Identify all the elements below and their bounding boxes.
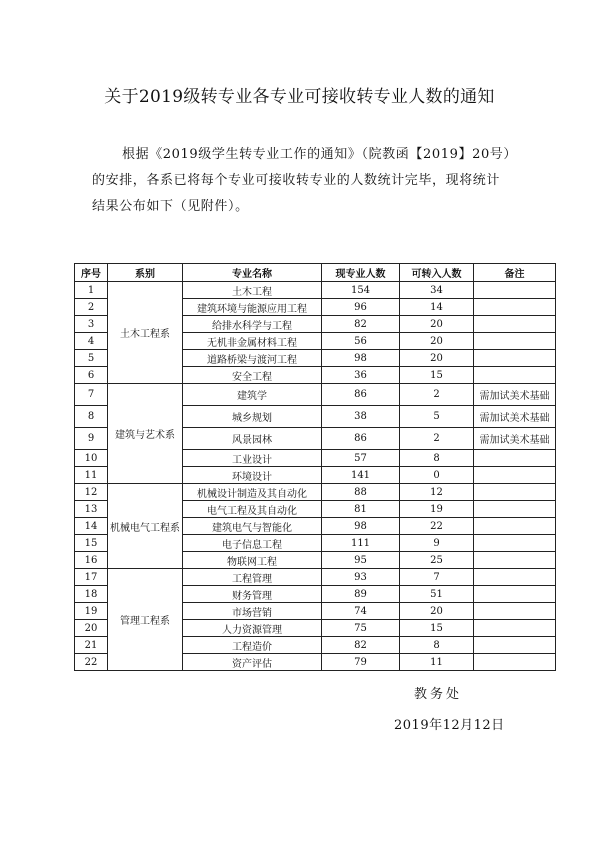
accept-count: 11 — [400, 654, 474, 671]
table-row — [75, 282, 556, 299]
accept-count: 19 — [400, 501, 474, 518]
department-cell: 建筑与艺术系 — [108, 384, 183, 484]
major-name: 环境设计 — [183, 467, 322, 484]
current-count: 57 — [322, 450, 400, 467]
header-accept-count: 可转入人数 — [400, 264, 474, 282]
note-cell — [474, 586, 556, 603]
row-number: 1 — [75, 282, 108, 299]
department-cell: 土木工程系 — [108, 282, 183, 384]
current-count: 98 — [322, 518, 400, 535]
current-count: 96 — [322, 299, 400, 316]
current-count: 79 — [322, 654, 400, 671]
note-cell — [474, 518, 556, 535]
note-cell — [474, 467, 556, 484]
current-count: 154 — [322, 282, 400, 299]
row-number: 3 — [75, 316, 108, 333]
accept-count: 2 — [400, 428, 474, 450]
accept-count: 9 — [400, 535, 474, 552]
note-cell — [474, 535, 556, 552]
current-count: 82 — [322, 316, 400, 333]
major-name: 道路桥梁与渡河工程 — [183, 350, 322, 367]
current-count: 141 — [322, 467, 400, 484]
major-name: 机械设计制造及其自动化 — [183, 484, 322, 501]
row-number: 5 — [75, 350, 108, 367]
accept-count: 20 — [400, 333, 474, 350]
header-note: 备注 — [474, 264, 556, 282]
current-count: 56 — [322, 333, 400, 350]
note-cell — [474, 569, 556, 586]
major-name: 市场营销 — [183, 603, 322, 620]
accept-count: 22 — [400, 518, 474, 535]
current-count: 86 — [322, 384, 400, 406]
body-paragraph-line-1: 根据《2019级学生转专业工作的通知》（院教函【2019】20号） — [122, 147, 518, 162]
current-count: 36 — [322, 367, 400, 384]
note-cell — [474, 299, 556, 316]
accept-count: 51 — [400, 586, 474, 603]
note-cell: 需加试美术基础 — [474, 406, 556, 428]
current-count: 82 — [322, 637, 400, 654]
header-department: 系别 — [108, 264, 183, 282]
header-major: 专业名称 — [183, 264, 322, 282]
major-name: 风景园林 — [183, 428, 322, 450]
current-count: 93 — [322, 569, 400, 586]
major-name: 建筑学 — [183, 384, 322, 406]
row-number: 12 — [75, 484, 108, 501]
major-name: 人力资源管理 — [183, 620, 322, 637]
row-number: 22 — [75, 654, 108, 671]
row-number: 13 — [75, 501, 108, 518]
table-header-row — [75, 264, 556, 282]
major-name: 电气工程及其自动化 — [183, 501, 322, 518]
body-paragraph-line-2: 的安排，各系已将每个专业可接收转专业的人数统计完毕，现将统计 — [92, 173, 501, 188]
note-cell — [474, 350, 556, 367]
accept-count: 12 — [400, 484, 474, 501]
accept-count: 8 — [400, 637, 474, 654]
note-cell — [474, 603, 556, 620]
note-cell — [474, 637, 556, 654]
header-number: 序号 — [75, 264, 108, 282]
current-count: 88 — [322, 484, 400, 501]
major-name: 工程造价 — [183, 637, 322, 654]
current-count: 89 — [322, 586, 400, 603]
header-current-count: 现专业人数 — [322, 264, 400, 282]
major-name: 物联网工程 — [183, 552, 322, 569]
note-cell — [474, 282, 556, 299]
row-number: 9 — [75, 428, 108, 450]
accept-count: 0 — [400, 467, 474, 484]
current-count: 75 — [322, 620, 400, 637]
row-number: 7 — [75, 384, 108, 406]
body-paragraph-line-3: 结果公布如下（见附件）。 — [92, 199, 249, 214]
row-number: 20 — [75, 620, 108, 637]
table-row — [75, 384, 556, 406]
department-cell: 机械电气工程系 — [108, 484, 183, 569]
accept-count: 5 — [400, 406, 474, 428]
major-name: 财务管理 — [183, 586, 322, 603]
current-count: 111 — [322, 535, 400, 552]
row-number: 8 — [75, 406, 108, 428]
major-name: 建筑电气与智能化 — [183, 518, 322, 535]
major-name: 土木工程 — [183, 282, 322, 299]
accept-count: 7 — [400, 569, 474, 586]
note-cell — [474, 552, 556, 569]
accept-count: 14 — [400, 299, 474, 316]
accept-count: 15 — [400, 620, 474, 637]
department-cell: 管理工程系 — [108, 569, 183, 671]
note-cell — [474, 367, 556, 384]
row-number: 16 — [75, 552, 108, 569]
current-count: 81 — [322, 501, 400, 518]
accept-count: 20 — [400, 603, 474, 620]
row-number: 18 — [75, 586, 108, 603]
quota-table — [74, 263, 556, 671]
issuing-office: 教务处 — [414, 687, 463, 702]
current-count: 98 — [322, 350, 400, 367]
table-row — [75, 484, 556, 501]
row-number: 17 — [75, 569, 108, 586]
current-count: 86 — [322, 428, 400, 450]
row-number: 11 — [75, 467, 108, 484]
row-number: 21 — [75, 637, 108, 654]
row-number: 2 — [75, 299, 108, 316]
major-name: 城乡规划 — [183, 406, 322, 428]
accept-count: 25 — [400, 552, 474, 569]
note-cell — [474, 333, 556, 350]
row-number: 10 — [75, 450, 108, 467]
major-name: 安全工程 — [183, 367, 322, 384]
row-number: 6 — [75, 367, 108, 384]
major-name: 工业设计 — [183, 450, 322, 467]
note-cell — [474, 620, 556, 637]
current-count: 74 — [322, 603, 400, 620]
row-number: 4 — [75, 333, 108, 350]
accept-count: 15 — [400, 367, 474, 384]
row-number: 15 — [75, 535, 108, 552]
accept-count: 20 — [400, 316, 474, 333]
note-cell — [474, 484, 556, 501]
major-name: 工程管理 — [183, 569, 322, 586]
major-name: 资产评估 — [183, 654, 322, 671]
table-row — [75, 569, 556, 586]
accept-count: 20 — [400, 350, 474, 367]
note-cell — [474, 316, 556, 333]
accept-count: 2 — [400, 384, 474, 406]
note-cell — [474, 450, 556, 467]
row-number: 19 — [75, 603, 108, 620]
note-cell: 需加试美术基础 — [474, 428, 556, 450]
accept-count: 34 — [400, 282, 474, 299]
note-cell: 需加试美术基础 — [474, 384, 556, 406]
current-count: 38 — [322, 406, 400, 428]
major-name: 给排水科学与工程 — [183, 316, 322, 333]
row-number: 14 — [75, 518, 108, 535]
major-name: 建筑环境与能源应用工程 — [183, 299, 322, 316]
issue-date: 2019年12月12日 — [394, 718, 505, 733]
document-title: 关于2019级转专业各专业可接收转专业人数的通知 — [104, 87, 495, 107]
major-name: 电子信息工程 — [183, 535, 322, 552]
accept-count: 8 — [400, 450, 474, 467]
major-name: 无机非金属材料工程 — [183, 333, 322, 350]
note-cell — [474, 501, 556, 518]
current-count: 95 — [322, 552, 400, 569]
note-cell — [474, 654, 556, 671]
